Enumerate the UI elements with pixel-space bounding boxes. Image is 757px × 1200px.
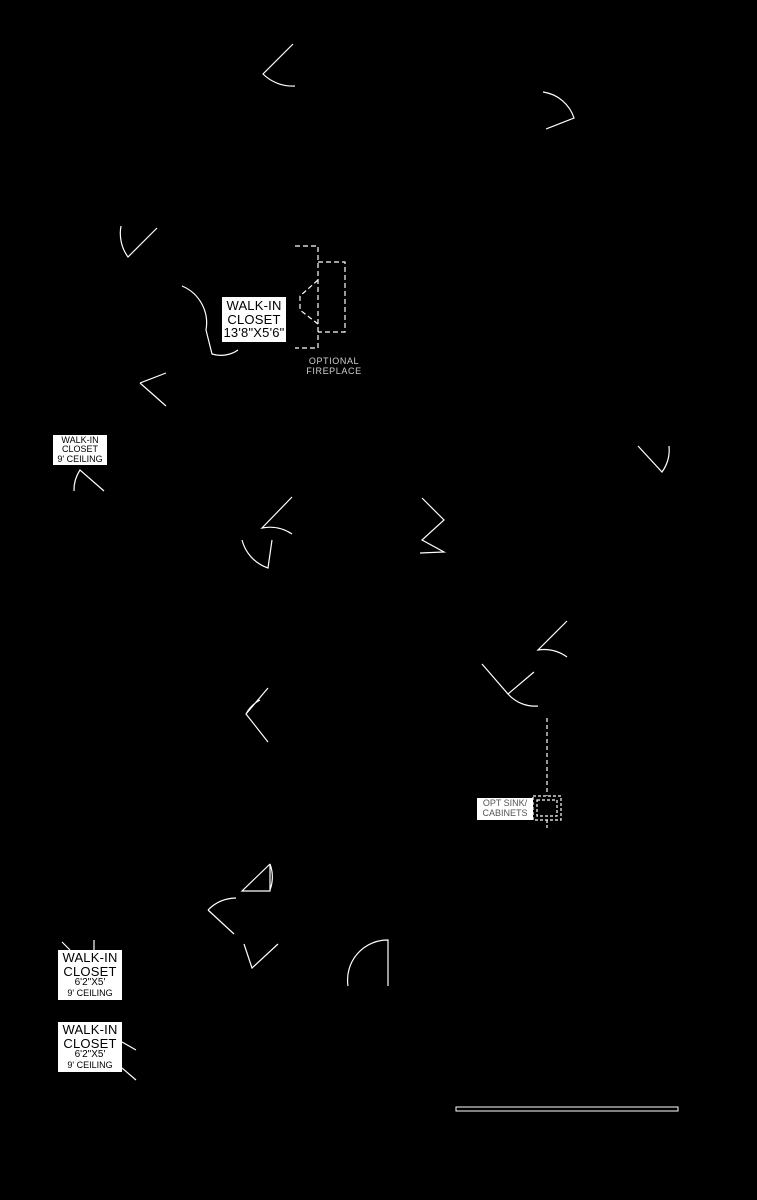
sink-outline (537, 800, 557, 816)
closet-label-b (58, 1022, 122, 1072)
closet-label-line: CLOSET (63, 963, 117, 979)
closet-dimension: 13'8"X5'6" (223, 325, 285, 341)
door-swing (244, 944, 278, 968)
fireplace-outline (300, 280, 318, 324)
sink-label-line: OPT SINK/ (482, 798, 528, 808)
door-swing (242, 864, 272, 891)
door-swing (420, 498, 444, 553)
closet-label-line: CLOSET (227, 311, 281, 327)
closet-ceiling: 9' CEILING (67, 987, 113, 998)
closet-label-line: WALK-IN (62, 950, 118, 965)
door-swing (348, 940, 388, 986)
door-swing (246, 688, 268, 742)
door-swing (242, 540, 272, 568)
door-swing (140, 373, 166, 406)
door-swing (62, 940, 94, 950)
door-swing (262, 497, 292, 534)
closet-label-line: WALK-IN (61, 435, 99, 445)
closet-label-a (58, 950, 122, 1000)
door-swing (543, 92, 574, 129)
fireplace-label (300, 356, 368, 377)
closet-ceiling: 9' CEILING (67, 1059, 113, 1070)
closet-label-line: CLOSET (61, 444, 98, 455)
closet-dimension: 6'2"X5' (74, 977, 106, 989)
scale-bar (456, 1107, 678, 1111)
fireplace-label-line: OPTIONAL (308, 356, 360, 366)
closet-label-master (222, 297, 286, 342)
door-swing (482, 664, 538, 706)
door-swing (208, 898, 236, 934)
door-swing (120, 226, 157, 257)
closet-label-line: CLOSET (63, 1035, 117, 1051)
door-swing (638, 446, 669, 472)
closet-ceiling: 9' CEILING (57, 453, 103, 464)
closet-label-small (53, 435, 107, 465)
fireplace-outline (295, 246, 318, 348)
closet-dimension: 6'2"X5' (74, 1049, 106, 1061)
fireplace-outline (318, 262, 345, 332)
closet-label-line: WALK-IN (62, 1022, 118, 1037)
door-swing (122, 1042, 136, 1080)
door-swing (263, 44, 295, 86)
door-swing (74, 470, 104, 491)
door-swing (538, 621, 567, 657)
fireplace-label-line: FIREPLACE (306, 366, 362, 377)
sink-label (477, 798, 533, 820)
sink-label-line: CABINETS (482, 807, 528, 818)
closet-label-line: WALK-IN (226, 298, 282, 313)
